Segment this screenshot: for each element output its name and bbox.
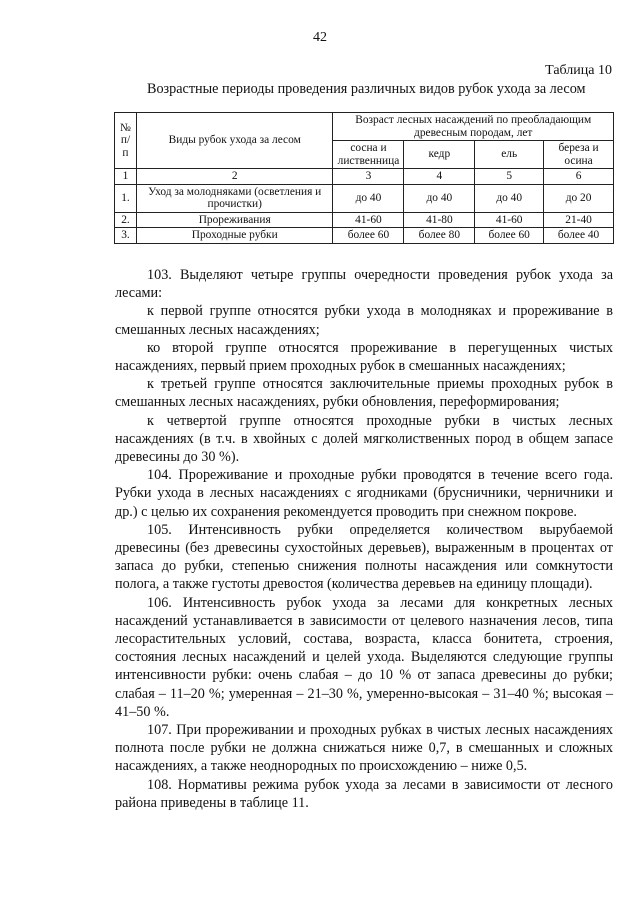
paragraph-106: 106. Интенсивность рубок ухода за лесами для конкретных лесных насаждений устанавливается в зависимости от целевого назначения лесов, типа лесорастительных условий, состава, возраста, класса бонитета, строения, состояния лесных насаждений и целей ухода. Выделяются следующие группы интенсивности рубки: очень слабая – до 10 % от запаса древесины до рубки; слабая – 11–20 %; умеренная – 21–30 %, умеренно-высокая – 31–40 %; высокая – 41–50 %.	[115, 594, 613, 720]
subheader-cell: береза и осина	[544, 141, 614, 169]
table-colnum-row	[115, 169, 614, 185]
paragraph-107: 107. При прореживании и проходных рубках в чистых лесных насаждениях полнота после рубки не должна снижаться ниже 0,7, в смешанных и сложных насаждениях, а также неоднородных по происхождению – ниже 0,5.	[115, 722, 613, 775]
table-cell: 1.	[115, 184, 137, 212]
colnum-cell: 4	[404, 169, 475, 185]
table-cell: 2.	[115, 212, 137, 228]
page-number: 42	[313, 30, 327, 45]
table-header-row	[115, 113, 614, 141]
colnum-cell: 1	[115, 169, 137, 185]
paragraph-group-4: к четвертой группе относятся проходные рубки в чистых лесных насаждениях (в т.ч. в хвойных с долей мягколиственных пород в общем запасе древесины до 30 %).	[115, 412, 613, 466]
header-age: Возраст лесных насаждений по преобладающим древесным породам, лет	[333, 113, 614, 141]
table-cell: до 40	[333, 184, 404, 212]
table-cell: 41-80	[404, 212, 475, 228]
table-label: Таблица 10	[545, 63, 612, 78]
body-text	[115, 266, 613, 812]
age-periods-table	[114, 112, 614, 244]
table-row	[115, 212, 614, 228]
colnum-cell: 2	[136, 169, 333, 185]
subheader-cell: ель	[475, 141, 544, 169]
table-cell: Проходные рубки	[136, 228, 333, 244]
table-cell: до 20	[544, 184, 614, 212]
table-cell: 41-60	[333, 212, 404, 228]
paragraph-103: 103. Выделяют четыре группы очередности проведения рубок ухода за лесами:	[115, 267, 613, 302]
table-title-text: Возрастные периоды проведения различных видов рубок ухода за лесом	[147, 81, 586, 97]
table-cell: Прореживания	[136, 212, 333, 228]
table-cell: более 40	[544, 228, 614, 244]
table-cell: более 80	[404, 228, 475, 244]
table-cell: 41-60	[475, 212, 544, 228]
table-title	[115, 81, 613, 97]
colnum-cell: 3	[333, 169, 404, 185]
table-cell: 3.	[115, 228, 137, 244]
table-row	[115, 228, 614, 244]
subheader-cell: сосна и лиственница	[333, 141, 404, 169]
table-cell: 21-40	[544, 212, 614, 228]
table-cell: Уход за молодняками (осветления и прочистки)	[136, 184, 333, 212]
subheader-cell: кедр	[404, 141, 475, 169]
table-cell: более 60	[333, 228, 404, 244]
paragraph-104: 104. Прореживание и проходные рубки проводятся в течение всего года. Рубки ухода в лесных насаждениях с ягодниками (брусничники, черничники и др.) с целью их сохранения рекомендуется проводить при снежном покрове.	[115, 467, 613, 520]
table-cell: до 40	[404, 184, 475, 212]
colnum-cell: 6	[544, 169, 614, 185]
paragraph-group-3: к третьей группе относятся заключительные приемы проходных рубок в смешанных лесных насаждениях, рубки обновления, переформирования;	[115, 376, 613, 411]
paragraph-108: 108. Нормативы режима рубок ухода за лесами в зависимости от лесного района приведены в таблице 11.	[115, 776, 613, 811]
table-cell: до 40	[475, 184, 544, 212]
paragraph-105: 105. Интенсивность рубки определяется количеством вырубаемой древесины (без древесины сухостойных деревьев), выраженным в процентах от запаса до рубки, степенью снижения полноты насаждения или сомкнутости полога, а также густоты древостоя (количества деревьев на единицу площади).	[115, 521, 613, 593]
header-num: № п/ п	[115, 113, 137, 169]
table-row	[115, 184, 614, 212]
paragraph-group-2: ко второй группе относятся прореживание в перегущенных чистых насаждениях, первый прием проходных рубок в смешанных насаждениях;	[115, 339, 613, 375]
paragraph-group-1: к первой группе относятся рубки ухода в молодняках и прореживание в смешанных лесных насаждениях;	[115, 303, 613, 338]
header-types: Виды рубок ухода за лесом	[136, 113, 333, 169]
table-cell: более 60	[475, 228, 544, 244]
colnum-cell: 5	[475, 169, 544, 185]
